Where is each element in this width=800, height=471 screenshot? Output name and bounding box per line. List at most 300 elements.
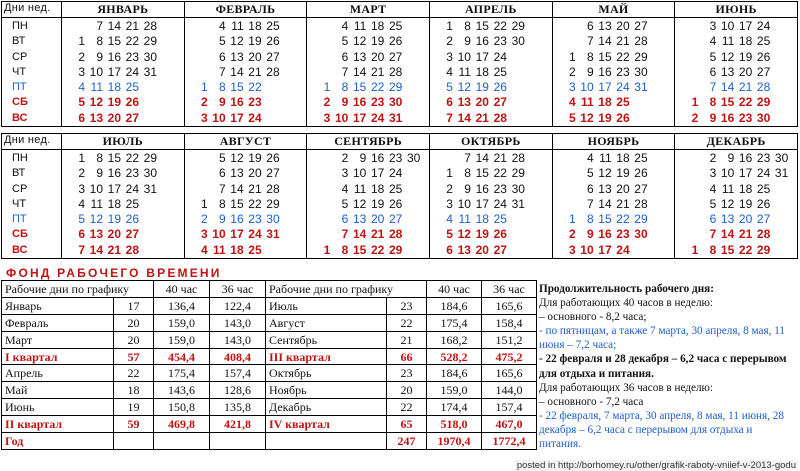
weekday-label: ВТ (12, 167, 26, 180)
day-number: 20 (107, 227, 121, 242)
day-number: 19 (370, 196, 385, 211)
fund-title: ФОНД РАБОЧЕГО ВРЕМЕНИ (6, 266, 222, 280)
day-number: 12 (598, 166, 612, 181)
day-number: 31 (143, 64, 157, 79)
day-number (561, 182, 576, 197)
fund-cell: 467,0 (482, 416, 537, 433)
week-row (430, 166, 552, 181)
column-header: 36 час (482, 281, 537, 298)
day-number (683, 19, 698, 34)
weekday-label: СБ (12, 96, 28, 109)
week-row (553, 197, 675, 212)
day-number: 10 (457, 49, 471, 64)
fund-cell: 59 (114, 416, 154, 433)
day-number: 18 (248, 19, 262, 33)
day-number: 26 (493, 227, 507, 242)
day-number: 17 (370, 166, 385, 181)
week-row (553, 151, 675, 166)
day-number: 14 (230, 64, 244, 79)
day-number: 29 (634, 49, 648, 64)
week-row (185, 212, 307, 227)
day-number: 20 (616, 181, 630, 196)
fund-cell: III квартал (266, 348, 387, 365)
week-row (675, 166, 797, 181)
day-number: 30 (266, 212, 280, 227)
week-row (307, 19, 429, 34)
week-row (307, 227, 429, 242)
day-number: 28 (266, 64, 280, 79)
month-name: АПРЕЛЬ (429, 2, 552, 18)
day-number: 23 (616, 64, 630, 79)
day-number: 16 (230, 95, 244, 110)
day-number: 24 (248, 227, 262, 242)
day-number: 13 (720, 212, 735, 227)
day-number: 1 (78, 34, 85, 49)
day-number: 31 (143, 181, 157, 196)
week-row (185, 227, 307, 242)
note-line: - по пятницам, а также 7 марта, 30 апреля, 8 мая, 11 июня – 7,2 часа; (539, 325, 785, 352)
day-number: 5 (341, 34, 349, 49)
week-row (62, 95, 184, 110)
fund-cell: Апрель (2, 365, 114, 382)
day-number: 18 (475, 212, 489, 227)
day-number: 7 (709, 80, 717, 95)
month-grid (429, 18, 552, 127)
day-number: 24 (616, 80, 630, 95)
day-number: 12 (352, 34, 367, 49)
day-number: 18 (738, 34, 753, 49)
day-number: 11 (721, 181, 735, 196)
fund-cell: 469,8 (154, 416, 210, 433)
fund-cell: 21 (387, 331, 427, 348)
week-row (430, 212, 552, 227)
day-number: 21 (616, 196, 630, 211)
day-number: 5 (341, 196, 349, 211)
day-number: 24 (125, 181, 139, 196)
day-number (315, 65, 330, 80)
week-row (62, 19, 184, 34)
day-number: 23 (125, 166, 139, 181)
weekday-label: ПН (12, 152, 28, 164)
week-row (185, 243, 307, 258)
week-row (185, 65, 307, 80)
fund-cell: 175,4 (427, 314, 482, 331)
day-number: 15 (230, 196, 244, 211)
day-number: 6 (218, 49, 226, 64)
day-number: 9 (96, 49, 103, 64)
day-number: 7 (586, 196, 594, 211)
week-row (307, 111, 429, 126)
day-number (315, 227, 330, 242)
fund-cell: 22 (387, 399, 427, 416)
fund-cell (114, 433, 154, 450)
month-grid (62, 18, 185, 127)
week-row (62, 50, 184, 65)
day-number: 28 (511, 151, 525, 165)
day-number: 7 (78, 242, 85, 257)
day-number: 25 (634, 151, 648, 165)
day-number: 26 (388, 34, 403, 49)
note-line: – основного - 8,2 часа; (539, 311, 647, 324)
fund-cell: Год (2, 433, 114, 450)
fund-cell (154, 433, 210, 450)
day-number: 11 (458, 64, 471, 79)
fund-cell: Май (2, 382, 114, 399)
day-number: 1 (446, 19, 453, 33)
week-row (553, 111, 675, 126)
day-number: 25 (125, 196, 139, 211)
day-number (683, 65, 698, 80)
day-number: 11 (231, 19, 244, 33)
fund-cell: Декабрь (266, 399, 387, 416)
week-row (430, 182, 552, 197)
day-number: 9 (341, 95, 349, 110)
day-number: 27 (125, 110, 139, 125)
day-number: 23 (248, 95, 262, 110)
day-number: 8 (464, 166, 471, 181)
day-number: 4 (341, 19, 349, 33)
week-row (62, 111, 184, 126)
day-number: 16 (598, 64, 612, 79)
day-number: 14 (457, 110, 471, 125)
weekday-label: СР (12, 50, 28, 63)
day-number: 18 (370, 19, 385, 33)
week-row (675, 212, 797, 227)
day-number: 19 (107, 212, 121, 227)
fund-row (2, 399, 537, 416)
month-grid (307, 18, 430, 127)
fund-cell: 454,4 (154, 348, 210, 365)
day-number: 22 (125, 151, 139, 165)
day-number: 11 (353, 19, 367, 33)
day-number (683, 50, 698, 65)
day-number: 24 (616, 242, 630, 257)
day-number: 2 (78, 49, 85, 64)
day-number: 23 (493, 181, 507, 196)
day-number: 12 (580, 110, 594, 125)
work-time-fund-table (1, 280, 537, 450)
day-number (561, 197, 576, 212)
fund-row (2, 331, 537, 348)
month-name: АВГУСТ (184, 134, 307, 150)
month-header-row (2, 2, 798, 18)
column-header: 40 час (427, 281, 482, 298)
day-number: 3 (709, 19, 717, 33)
week-row (62, 227, 184, 242)
day-number: 21 (248, 64, 262, 79)
fund-cell: 184,6 (427, 365, 482, 382)
fund-cell: 157,4 (210, 365, 266, 382)
day-number: 16 (230, 212, 244, 227)
day-number: 3 (446, 196, 453, 211)
day-number: 28 (388, 227, 403, 242)
day-number: 27 (493, 242, 507, 257)
day-number (510, 212, 525, 227)
day-number: 23 (493, 34, 507, 49)
day-number: 26 (266, 34, 280, 49)
day-number: 18 (616, 151, 630, 165)
day-number (193, 182, 208, 197)
day-number: 6 (586, 181, 594, 196)
month-name: МАЙ (552, 2, 675, 18)
fund-cell: 17 (114, 297, 154, 314)
day-number: 19 (738, 196, 753, 211)
day-number: 12 (352, 196, 367, 211)
day-number: 17 (230, 110, 244, 125)
day-number: 13 (598, 181, 612, 196)
day-number: 11 (458, 212, 471, 227)
day-number: 19 (248, 34, 262, 49)
day-number: 15 (107, 34, 121, 49)
week-row (430, 243, 552, 258)
fund-cell: 475,2 (482, 348, 537, 365)
day-number: 24 (370, 110, 385, 125)
fund-header-row (2, 281, 537, 298)
week-row (185, 50, 307, 65)
fund-cell: 174,4 (427, 399, 482, 416)
day-number: 21 (475, 110, 489, 125)
day-number: 21 (738, 227, 753, 242)
month-grid (675, 150, 798, 259)
day-number: 5 (709, 196, 717, 211)
day-number (193, 50, 208, 65)
weekday-label: ВС (12, 243, 28, 256)
week-row (62, 212, 184, 227)
day-number: 31 (388, 110, 403, 125)
day-number: 27 (388, 49, 403, 64)
fund-cell (266, 433, 387, 450)
day-number: 1 (323, 242, 331, 257)
day-number: 3 (323, 110, 331, 125)
fund-cell: 157,4 (482, 399, 537, 416)
day-number (265, 95, 280, 110)
day-number: 14 (720, 227, 735, 242)
day-number: 6 (341, 212, 349, 227)
day-number: 22 (125, 34, 139, 49)
week-row (553, 19, 675, 34)
weekday-label: ВС (12, 111, 28, 124)
day-number: 6 (78, 110, 85, 125)
week-row (675, 65, 797, 80)
week-row (307, 95, 429, 110)
day-number (405, 212, 420, 227)
day-number: 30 (143, 166, 157, 181)
day-number: 3 (446, 49, 453, 64)
day-number: 19 (370, 34, 385, 49)
day-number: 23 (756, 151, 771, 165)
day-number: 24 (493, 49, 507, 64)
day-number: 15 (475, 19, 489, 33)
fund-cell: 518,0 (427, 416, 482, 433)
day-number: 6 (218, 166, 226, 181)
day-number: 27 (756, 64, 771, 79)
day-number: 14 (107, 19, 121, 33)
weekday-label: ПТ (12, 213, 27, 226)
day-number: 13 (598, 19, 612, 33)
fund-cell: Ноябрь (266, 382, 387, 399)
month-name: ОКТЯБРЬ (429, 134, 552, 150)
week-row (62, 151, 184, 166)
month-name: ИЮНЬ (675, 2, 798, 18)
day-number: 10 (580, 242, 594, 257)
month-name: ДЕКАБРЬ (675, 134, 798, 150)
day-number: 31 (511, 196, 525, 211)
day-number: 4 (709, 34, 717, 49)
fund-row (2, 382, 537, 399)
day-number: 6 (586, 19, 594, 33)
fund-cell: I квартал (2, 348, 114, 365)
weekday-label: ЧТ (12, 197, 27, 210)
fund-cell: 20 (387, 382, 427, 399)
day-number: 26 (756, 49, 771, 64)
week-row (553, 34, 675, 49)
month-header-row (2, 134, 798, 150)
day-number: 25 (756, 181, 771, 196)
fund-row (2, 416, 537, 433)
day-number: 14 (352, 227, 367, 242)
day-number: 2 (323, 95, 331, 110)
day-number: 15 (720, 242, 735, 257)
day-number: 22 (248, 196, 262, 211)
week-row (553, 166, 675, 181)
day-number: 28 (388, 64, 403, 79)
day-number: 19 (248, 151, 262, 165)
day-number: 28 (756, 227, 771, 242)
fund-cell: 175,4 (154, 365, 210, 382)
weekday-label: ПН (12, 20, 28, 32)
fund-cell: 159,0 (154, 314, 210, 331)
week-row (675, 197, 797, 212)
day-number: 23 (370, 95, 385, 110)
week-row (430, 19, 552, 34)
day-number: 19 (738, 49, 753, 64)
day-number (561, 166, 576, 181)
month-name: ФЕВРАЛЬ (184, 2, 307, 18)
fund-cell: 20 (114, 314, 154, 331)
month-name: СЕНТЯБРЬ (307, 134, 430, 150)
day-number: 21 (493, 151, 507, 165)
day-number: 4 (78, 196, 85, 211)
fund-cell: 158,4 (482, 314, 537, 331)
weekday-column (2, 150, 62, 259)
month-grid (184, 150, 307, 259)
day-number: 28 (143, 19, 157, 33)
day-number: 4 (218, 19, 226, 33)
week-row (675, 182, 797, 197)
day-number: 19 (475, 227, 489, 242)
day-number: 22 (370, 80, 385, 95)
day-number: 26 (756, 196, 771, 211)
day-number: 3 (709, 166, 717, 181)
fund-cell: 22 (114, 365, 154, 382)
day-number (265, 111, 280, 126)
fund-cell: 247 (387, 433, 427, 450)
day-number: 4 (446, 212, 453, 227)
day-number: 12 (457, 227, 471, 242)
week-row (553, 50, 675, 65)
day-number: 17 (475, 196, 489, 211)
weekday-column (2, 18, 62, 127)
day-number: 26 (388, 196, 403, 211)
fund-cell: 184,6 (427, 297, 482, 314)
fund-cell: Август (266, 314, 387, 331)
day-number: 30 (388, 95, 403, 110)
month-grid (429, 150, 552, 259)
week-row (307, 65, 429, 80)
calendar-first-half (1, 1, 798, 127)
week-row (62, 243, 184, 258)
day-number: 9 (727, 151, 735, 165)
day-number: 19 (107, 95, 121, 110)
day-number: 2 (446, 181, 453, 196)
day-number: 20 (738, 64, 753, 79)
day-number: 14 (230, 181, 244, 196)
day-number (315, 151, 330, 166)
day-number: 9 (218, 95, 226, 110)
day-number (315, 166, 330, 181)
day-number: 11 (90, 196, 103, 211)
day-number: 4 (586, 151, 594, 165)
week-row (430, 151, 552, 166)
fund-cell: 1970,4 (427, 433, 482, 450)
week-row (553, 182, 675, 197)
week-row (185, 166, 307, 181)
day-number (683, 34, 698, 49)
fund-cell: 168,2 (427, 331, 482, 348)
day-number: 15 (352, 242, 367, 257)
day-number: 8 (586, 49, 594, 64)
fund-cell: 143,6 (154, 382, 210, 399)
day-number: 7 (341, 64, 349, 79)
day-number: 30 (774, 151, 789, 165)
day-number (193, 151, 208, 166)
day-number: 5 (446, 227, 453, 242)
day-number: 16 (475, 181, 489, 196)
day-number: 17 (598, 242, 612, 257)
day-number: 6 (446, 242, 453, 257)
day-number (510, 111, 525, 126)
month-grid (307, 150, 430, 259)
day-number: 31 (634, 80, 648, 95)
day-number: 25 (266, 19, 280, 33)
week-row (675, 34, 797, 49)
day-number: 5 (446, 80, 453, 95)
day-number: 2 (691, 110, 699, 125)
day-number: 29 (511, 19, 525, 33)
day-number: 4 (568, 95, 576, 110)
day-number: 10 (212, 110, 226, 125)
day-number: 26 (616, 110, 630, 125)
day-number: 4 (200, 242, 208, 257)
day-number: 15 (598, 49, 612, 64)
day-number (683, 197, 698, 212)
week-row (62, 80, 184, 95)
day-number: 8 (464, 19, 471, 33)
week-row (553, 95, 675, 110)
day-number (315, 182, 330, 197)
day-number: 30 (511, 181, 525, 196)
day-number: 2 (200, 95, 208, 110)
day-number (773, 227, 788, 242)
day-number (510, 65, 525, 80)
fund-row (2, 348, 537, 365)
day-number: 16 (370, 151, 385, 165)
month-grid (675, 18, 798, 127)
week-row (307, 243, 429, 258)
week-row (675, 80, 797, 95)
week-row (185, 111, 307, 126)
day-number: 20 (738, 212, 753, 227)
